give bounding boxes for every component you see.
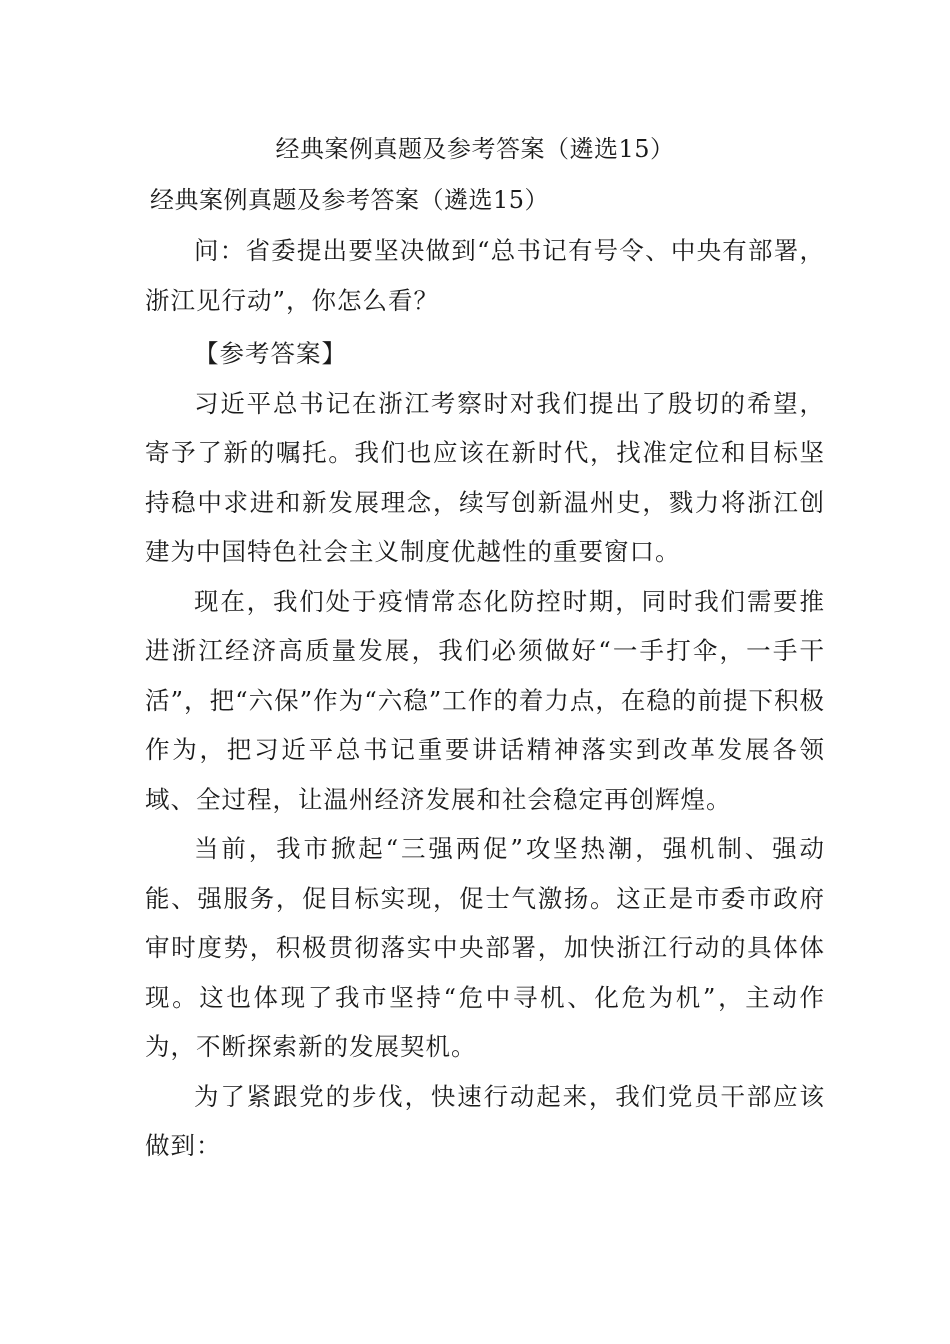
document-body: [145, 226, 825, 1171]
body-paragraph: 当前，我市掀起“三强两促”攻坚热潮，强机制、强动能、强服务，促目标实现，促士气激扬。这正是市委市政府审时度势，积极贯彻落实中央部署，加快浙江行动的具体体现。这也体现了我市坚持“危中寻机、化危为机”，主动作为，不断探索新的发展契机。: [145, 834, 825, 1061]
question-paragraph: 问：省委提出要坚决做到“总书记有号令、中央有部署，浙江见行动”，你怎么看？: [145, 236, 825, 315]
body-paragraph: 现在，我们处于疫情常态化防控时期，同时我们需要推进浙江经济高质量发展，我们必须做好“一手打伞，一手干活”，把“六保”作为“六稳”工作的着力点，在稳的前提下积极作为，把习近平总书记重要讲话精神落实到改革发展各领域、全过程，让温州经济发展和社会稳定再创辉煌。: [145, 586, 825, 814]
document-title: 经典案例真题及参考答案（遴选15）: [275, 135, 675, 163]
body-paragraph: 习近平总书记在浙江考察时对我们提出了殷切的希望，寄予了新的嘱托。我们也应该在新时代，找准定位和目标坚持稳中求进和新发展理念，续写创新温州史，戮力将浙江创建为中国特色社会主义制度优越性的重要窗口。: [145, 388, 825, 566]
document-subtitle: 经典案例真题及参考答案（遴选15）: [150, 186, 550, 214]
answer-heading: 【参考答案】: [194, 339, 347, 368]
body-paragraph: 为了紧跟党的步伐，快速行动起来，我们党员干部应该做到：: [145, 1081, 825, 1160]
